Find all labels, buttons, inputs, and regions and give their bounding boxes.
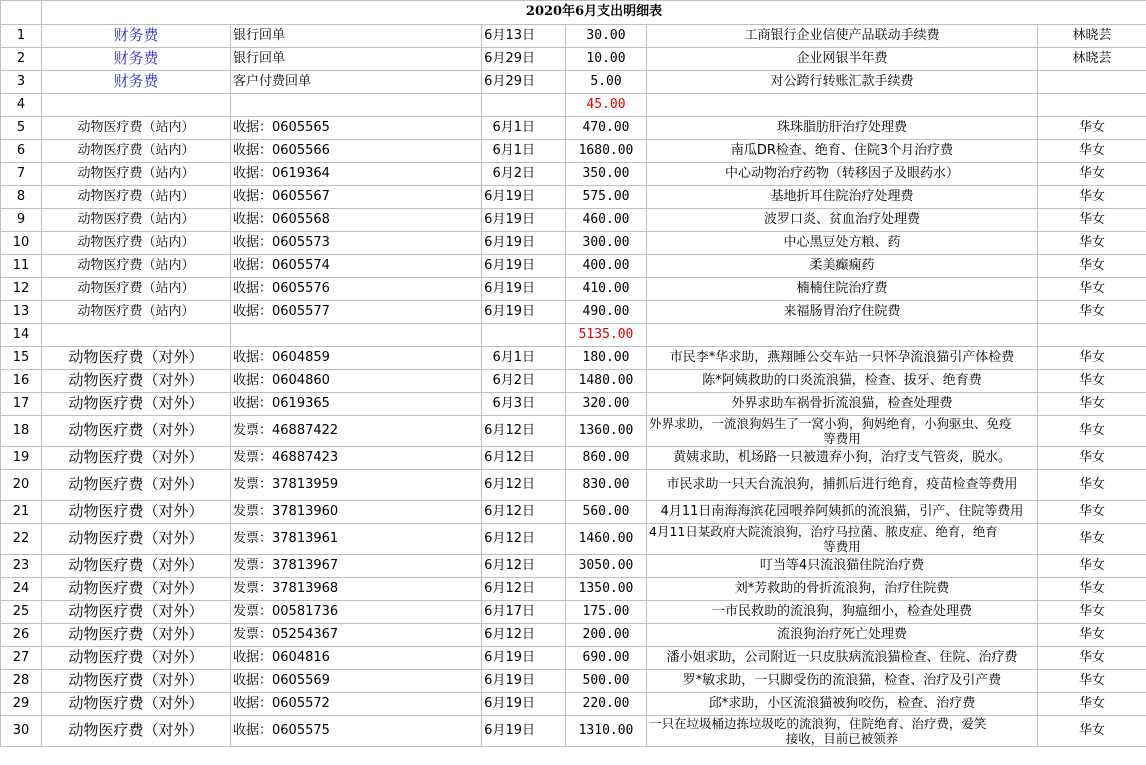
receipt-cell[interactable]: 发票：46887422 bbox=[231, 416, 482, 447]
amount-cell[interactable]: 500.00 bbox=[566, 670, 647, 693]
handler-cell[interactable]: 华女 bbox=[1038, 209, 1146, 232]
category-cell[interactable]: 动物医疗费（对外） bbox=[42, 416, 231, 447]
handler-cell[interactable] bbox=[1038, 324, 1146, 347]
category-cell[interactable]: 动物医疗费（对外） bbox=[42, 670, 231, 693]
handler-cell[interactable]: 华女 bbox=[1038, 278, 1146, 301]
row-number[interactable]: 4 bbox=[1, 94, 42, 117]
table-row bbox=[1, 716, 1146, 747]
description-cell[interactable]: 一市民救助的流浪狗，狗瘟细小，检查处理费 bbox=[647, 601, 1038, 624]
handler-cell[interactable]: 华女 bbox=[1038, 447, 1146, 470]
handler-cell[interactable]: 华女 bbox=[1038, 140, 1146, 163]
amount-cell[interactable]: 460.00 bbox=[566, 209, 647, 232]
description-cell[interactable] bbox=[647, 94, 1038, 117]
handler-cell[interactable]: 华女 bbox=[1038, 716, 1146, 747]
date-cell[interactable]: 6月19日 bbox=[482, 209, 566, 232]
date-cell[interactable]: 6月12日 bbox=[482, 624, 566, 647]
table-row bbox=[1, 601, 1146, 624]
receipt-cell[interactable]: 银行回单 bbox=[231, 48, 482, 71]
row-number[interactable]: 2 bbox=[1, 48, 42, 71]
table-row bbox=[1, 301, 1146, 324]
table-row bbox=[1, 370, 1146, 393]
handler-cell[interactable]: 华女 bbox=[1038, 117, 1146, 140]
handler-cell[interactable]: 林晓芸 bbox=[1038, 25, 1146, 48]
table-row bbox=[1, 232, 1146, 255]
receipt-cell[interactable]: 收据：0604816 bbox=[231, 647, 482, 670]
receipt-cell[interactable]: 发票：37813961 bbox=[231, 524, 482, 555]
amount-cell[interactable]: 400.00 bbox=[566, 255, 647, 278]
category-cell[interactable]: 动物医疗费（对外） bbox=[42, 624, 231, 647]
handler-cell[interactable]: 华女 bbox=[1038, 670, 1146, 693]
date-cell[interactable]: 6月12日 bbox=[482, 470, 566, 501]
description-line-1: 4月11日某政府大院流浪狗，治疗马拉菌、脓皮症、绝育，绝育 bbox=[649, 524, 998, 539]
description-cell[interactable]: 对公跨行转账汇款手续费 bbox=[647, 71, 1038, 94]
table-row bbox=[1, 416, 1146, 447]
receipt-cell[interactable]: 发票：37813959 bbox=[231, 470, 482, 501]
category-cell[interactable]: 动物医疗费（站内） bbox=[42, 209, 231, 232]
date-cell[interactable]: 6月12日 bbox=[482, 447, 566, 470]
handler-cell[interactable]: 华女 bbox=[1038, 347, 1146, 370]
description-cell[interactable]: 市民求助一只天台流浪狗，捕抓后进行绝育，疫苗检查等费用 bbox=[647, 470, 1038, 501]
date-cell[interactable]: 6月19日 bbox=[482, 232, 566, 255]
row-number[interactable]: 13 bbox=[1, 301, 42, 324]
description-cell[interactable]: 刘*芳救助的骨折流浪狗，治疗住院费 bbox=[647, 578, 1038, 601]
table-row bbox=[1, 693, 1146, 716]
date-cell[interactable]: 6月12日 bbox=[482, 578, 566, 601]
category-cell[interactable]: 动物医疗费（站内） bbox=[42, 278, 231, 301]
date-cell[interactable]: 6月12日 bbox=[482, 501, 566, 524]
row-number[interactable]: 1 bbox=[1, 25, 42, 48]
table-row bbox=[1, 624, 1146, 647]
row-number[interactable]: 16 bbox=[1, 370, 42, 393]
amount-cell[interactable]: 350.00 bbox=[566, 163, 647, 186]
date-cell[interactable]: 6月2日 bbox=[482, 370, 566, 393]
category-cell[interactable]: 动物医疗费（对外） bbox=[42, 601, 231, 624]
handler-cell[interactable]: 华女 bbox=[1038, 163, 1146, 186]
amount-cell[interactable]: 220.00 bbox=[566, 693, 647, 716]
subtotal-row bbox=[1, 324, 1146, 347]
amount-cell[interactable]: 1460.00 bbox=[566, 524, 647, 555]
date-cell[interactable]: 6月19日 bbox=[482, 716, 566, 747]
handler-cell[interactable]: 华女 bbox=[1038, 416, 1146, 447]
amount-cell[interactable]: 410.00 bbox=[566, 278, 647, 301]
table-row bbox=[1, 209, 1146, 232]
amount-cell[interactable]: 575.00 bbox=[566, 186, 647, 209]
row-number[interactable]: 17 bbox=[1, 393, 42, 416]
subtotal-row bbox=[1, 94, 1146, 117]
amount-cell[interactable]: 1350.00 bbox=[566, 578, 647, 601]
amount-cell[interactable]: 300.00 bbox=[566, 232, 647, 255]
table-row bbox=[1, 255, 1146, 278]
row-number[interactable]: 25 bbox=[1, 601, 42, 624]
description-cell[interactable]: 陈*阿姨救助的口炎流浪猫，检查、拔牙、绝育费 bbox=[647, 370, 1038, 393]
row-number[interactable]: 8 bbox=[1, 186, 42, 209]
receipt-cell[interactable]: 发票：37813968 bbox=[231, 578, 482, 601]
table-row bbox=[1, 71, 1146, 94]
description-cell[interactable] bbox=[647, 524, 1038, 555]
receipt-cell[interactable]: 收据：0604860 bbox=[231, 370, 482, 393]
description-cell[interactable] bbox=[647, 324, 1038, 347]
row-number[interactable]: 5 bbox=[1, 117, 42, 140]
category-cell[interactable]: 动物医疗费（对外） bbox=[42, 555, 231, 578]
row-number[interactable]: 26 bbox=[1, 624, 42, 647]
category-cell[interactable] bbox=[42, 94, 231, 117]
description-line-2: 等费用 bbox=[823, 539, 861, 554]
category-cell[interactable]: 动物医疗费（对外） bbox=[42, 524, 231, 555]
description-cell[interactable]: 珠珠脂肪肝治疗处理费 bbox=[647, 117, 1038, 140]
description-cell[interactable]: 市民李*华求助，燕翔睡公交车站一只怀孕流浪猫引产体检费 bbox=[647, 347, 1038, 370]
row-number[interactable]: 12 bbox=[1, 278, 42, 301]
amount-cell[interactable]: 3050.00 bbox=[566, 555, 647, 578]
corner-cell[interactable] bbox=[1, 1, 42, 25]
amount-cell[interactable]: 1360.00 bbox=[566, 416, 647, 447]
receipt-cell[interactable] bbox=[231, 324, 482, 347]
handler-cell[interactable]: 华女 bbox=[1038, 501, 1146, 524]
amount-cell[interactable]: 200.00 bbox=[566, 624, 647, 647]
row-number[interactable]: 7 bbox=[1, 163, 42, 186]
amount-cell[interactable]: 10.00 bbox=[566, 48, 647, 71]
receipt-cell[interactable]: 收据：0605573 bbox=[231, 232, 482, 255]
receipt-cell[interactable]: 发票：46887423 bbox=[231, 447, 482, 470]
subtotal-amount[interactable]: 45.00 bbox=[566, 94, 647, 117]
category-cell[interactable]: 动物医疗费（对外） bbox=[42, 501, 231, 524]
category-cell[interactable]: 动物医疗费（对外） bbox=[42, 370, 231, 393]
table-row bbox=[1, 555, 1146, 578]
handler-cell[interactable]: 华女 bbox=[1038, 601, 1146, 624]
description-cell[interactable]: 来福肠胃治疗住院费 bbox=[647, 301, 1038, 324]
receipt-cell[interactable]: 发票：05254367 bbox=[231, 624, 482, 647]
row-number[interactable]: 29 bbox=[1, 693, 42, 716]
description-cell[interactable]: 4月11日南海海滨花园喂养阿姨抓的流浪猫，引产、住院等费用 bbox=[647, 501, 1038, 524]
category-cell[interactable]: 动物医疗费（对外） bbox=[42, 470, 231, 501]
date-cell[interactable]: 6月29日 bbox=[482, 48, 566, 71]
category-cell[interactable]: 动物医疗费（站内） bbox=[42, 301, 231, 324]
receipt-cell[interactable]: 银行回单 bbox=[231, 25, 482, 48]
table-row bbox=[1, 186, 1146, 209]
row-number[interactable]: 14 bbox=[1, 324, 42, 347]
table-row bbox=[1, 447, 1146, 470]
handler-cell[interactable]: 华女 bbox=[1038, 255, 1146, 278]
category-cell[interactable]: 财务费 bbox=[42, 71, 231, 94]
title-row bbox=[1, 1, 1146, 25]
amount-cell[interactable]: 860.00 bbox=[566, 447, 647, 470]
description-cell[interactable]: 黄姨求助，机场路一只被遗弃小狗，治疗支气管炎，脱水。 bbox=[647, 447, 1038, 470]
amount-cell[interactable]: 320.00 bbox=[566, 393, 647, 416]
date-cell[interactable]: 6月1日 bbox=[482, 140, 566, 163]
receipt-cell[interactable]: 收据：0605567 bbox=[231, 186, 482, 209]
amount-cell[interactable]: 1310.00 bbox=[566, 716, 647, 747]
row-number[interactable]: 27 bbox=[1, 647, 42, 670]
receipt-cell[interactable]: 收据：0605575 bbox=[231, 716, 482, 747]
table-row bbox=[1, 393, 1146, 416]
description-cell[interactable]: 基地折耳住院治疗处理费 bbox=[647, 186, 1038, 209]
receipt-cell[interactable]: 发票：37813967 bbox=[231, 555, 482, 578]
row-number[interactable]: 30 bbox=[1, 716, 42, 747]
receipt-cell[interactable]: 收据：0605577 bbox=[231, 301, 482, 324]
table-row bbox=[1, 347, 1146, 370]
row-number[interactable]: 3 bbox=[1, 71, 42, 94]
amount-cell[interactable]: 1680.00 bbox=[566, 140, 647, 163]
handler-cell[interactable]: 华女 bbox=[1038, 186, 1146, 209]
description-cell[interactable]: 工商银行企业信使产品联动手续费 bbox=[647, 25, 1038, 48]
table-row bbox=[1, 48, 1146, 71]
description-cell[interactable]: 邱*求助，小区流浪猫被狗咬伤，检查、治疗费 bbox=[647, 693, 1038, 716]
amount-cell[interactable]: 470.00 bbox=[566, 117, 647, 140]
handler-cell[interactable]: 华女 bbox=[1038, 693, 1146, 716]
row-number[interactable]: 19 bbox=[1, 447, 42, 470]
table-row bbox=[1, 524, 1146, 555]
table-row bbox=[1, 647, 1146, 670]
table-row bbox=[1, 470, 1146, 501]
receipt-cell[interactable]: 收据：0619365 bbox=[231, 393, 482, 416]
receipt-cell[interactable]: 收据：0605566 bbox=[231, 140, 482, 163]
handler-cell[interactable]: 林晓芸 bbox=[1038, 48, 1146, 71]
date-cell[interactable]: 6月12日 bbox=[482, 555, 566, 578]
description-cell[interactable]: 波罗口炎、贫血治疗处理费 bbox=[647, 209, 1038, 232]
category-cell[interactable]: 动物医疗费（站内） bbox=[42, 117, 231, 140]
table-row bbox=[1, 578, 1146, 601]
receipt-cell[interactable]: 收据：0605569 bbox=[231, 670, 482, 693]
category-cell[interactable]: 财务费 bbox=[42, 25, 231, 48]
sheet-title[interactable]: 2020年6月支出明细表 bbox=[42, 1, 1146, 25]
category-cell[interactable]: 动物医疗费（站内） bbox=[42, 163, 231, 186]
category-cell[interactable]: 动物医疗费（站内） bbox=[42, 255, 231, 278]
date-cell[interactable]: 6月19日 bbox=[482, 278, 566, 301]
description-line-2: 等费用 bbox=[823, 431, 861, 446]
handler-cell[interactable] bbox=[1038, 71, 1146, 94]
row-number[interactable]: 20 bbox=[1, 470, 42, 501]
category-cell[interactable]: 动物医疗费（站内） bbox=[42, 232, 231, 255]
receipt-cell[interactable]: 收据：0619364 bbox=[231, 163, 482, 186]
row-number[interactable]: 11 bbox=[1, 255, 42, 278]
description-cell[interactable]: 中心动物治疗药物（转移因子及眼药水） bbox=[647, 163, 1038, 186]
table-row bbox=[1, 670, 1146, 693]
date-cell[interactable]: 6月19日 bbox=[482, 301, 566, 324]
receipt-cell[interactable]: 收据：0605565 bbox=[231, 117, 482, 140]
amount-cell[interactable]: 180.00 bbox=[566, 347, 647, 370]
row-number[interactable]: 6 bbox=[1, 140, 42, 163]
receipt-cell[interactable]: 收据：0604859 bbox=[231, 347, 482, 370]
table-row bbox=[1, 140, 1146, 163]
row-number[interactable]: 10 bbox=[1, 232, 42, 255]
description-line-2: 接收，目前已被领养 bbox=[785, 731, 899, 746]
row-number[interactable]: 28 bbox=[1, 670, 42, 693]
row-number[interactable]: 21 bbox=[1, 501, 42, 524]
handler-cell[interactable]: 华女 bbox=[1038, 524, 1146, 555]
table-row bbox=[1, 501, 1146, 524]
subtotal-amount[interactable]: 5135.00 bbox=[566, 324, 647, 347]
date-cell[interactable]: 6月12日 bbox=[482, 416, 566, 447]
date-cell[interactable]: 6月19日 bbox=[482, 647, 566, 670]
table-row bbox=[1, 163, 1146, 186]
date-cell[interactable]: 6月29日 bbox=[482, 71, 566, 94]
receipt-cell[interactable]: 收据：0605574 bbox=[231, 255, 482, 278]
handler-cell[interactable]: 华女 bbox=[1038, 301, 1146, 324]
date-cell[interactable]: 6月19日 bbox=[482, 186, 566, 209]
category-cell[interactable]: 动物医疗费（站内） bbox=[42, 140, 231, 163]
handler-cell[interactable]: 华女 bbox=[1038, 624, 1146, 647]
date-cell[interactable]: 6月17日 bbox=[482, 601, 566, 624]
receipt-cell[interactable]: 发票：00581736 bbox=[231, 601, 482, 624]
category-cell[interactable]: 动物医疗费（对外） bbox=[42, 447, 231, 470]
row-number[interactable]: 22 bbox=[1, 524, 42, 555]
handler-cell[interactable]: 华女 bbox=[1038, 470, 1146, 501]
date-cell[interactable]: 6月12日 bbox=[482, 524, 566, 555]
amount-cell[interactable]: 490.00 bbox=[566, 301, 647, 324]
receipt-cell[interactable]: 收据：0605572 bbox=[231, 693, 482, 716]
category-cell[interactable]: 动物医疗费（对外） bbox=[42, 578, 231, 601]
date-cell[interactable]: 6月19日 bbox=[482, 255, 566, 278]
description-cell[interactable] bbox=[647, 416, 1038, 447]
row-number[interactable]: 9 bbox=[1, 209, 42, 232]
description-cell[interactable]: 潘小姐求助，公司附近一只皮肤病流浪猫检查、住院、治疗费 bbox=[647, 647, 1038, 670]
category-cell[interactable]: 动物医疗费（对外） bbox=[42, 693, 231, 716]
date-cell[interactable]: 6月3日 bbox=[482, 393, 566, 416]
date-cell[interactable]: 6月13日 bbox=[482, 25, 566, 48]
amount-cell[interactable]: 560.00 bbox=[566, 501, 647, 524]
description-cell[interactable]: 柔美癫痫药 bbox=[647, 255, 1038, 278]
receipt-cell[interactable]: 客户付费回单 bbox=[231, 71, 482, 94]
category-cell[interactable]: 动物医疗费（对外） bbox=[42, 393, 231, 416]
amount-cell[interactable]: 830.00 bbox=[566, 470, 647, 501]
table-row bbox=[1, 278, 1146, 301]
description-cell[interactable] bbox=[647, 716, 1038, 747]
category-cell[interactable]: 动物医疗费（对外） bbox=[42, 716, 231, 747]
date-cell[interactable]: 6月1日 bbox=[482, 347, 566, 370]
row-number[interactable]: 15 bbox=[1, 347, 42, 370]
description-cell[interactable]: 叮当等4只流浪猫住院治疗费 bbox=[647, 555, 1038, 578]
description-cell[interactable]: 外界求助车祸骨折流浪猫，检查处理费 bbox=[647, 393, 1038, 416]
description-cell[interactable]: 流浪狗治疗死亡处理费 bbox=[647, 624, 1038, 647]
description-cell[interactable]: 中心黑豆处方粮、药 bbox=[647, 232, 1038, 255]
date-cell[interactable]: 6月1日 bbox=[482, 117, 566, 140]
receipt-cell[interactable] bbox=[231, 94, 482, 117]
description-cell[interactable]: 企业网银半年费 bbox=[647, 48, 1038, 71]
table-row bbox=[1, 25, 1146, 48]
receipt-cell[interactable]: 发票：37813960 bbox=[231, 501, 482, 524]
row-number[interactable]: 24 bbox=[1, 578, 42, 601]
amount-cell[interactable]: 5.00 bbox=[566, 71, 647, 94]
handler-cell[interactable]: 华女 bbox=[1038, 393, 1146, 416]
description-line-1: 外界求助，一流浪狗妈生了一窝小狗，狗妈绝育，小狗驱虫、免疫 bbox=[649, 416, 1012, 431]
date-cell[interactable]: 6月19日 bbox=[482, 693, 566, 716]
category-cell[interactable]: 财务费 bbox=[42, 48, 231, 71]
category-cell[interactable]: 动物医疗费（站内） bbox=[42, 186, 231, 209]
category-cell[interactable]: 动物医疗费（对外） bbox=[42, 347, 231, 370]
handler-cell[interactable]: 华女 bbox=[1038, 555, 1146, 578]
handler-cell[interactable]: 华女 bbox=[1038, 578, 1146, 601]
date-cell[interactable] bbox=[482, 94, 566, 117]
date-cell[interactable]: 6月19日 bbox=[482, 670, 566, 693]
description-cell[interactable]: 楠楠住院治疗费 bbox=[647, 278, 1038, 301]
row-number[interactable]: 18 bbox=[1, 416, 42, 447]
category-cell[interactable]: 动物医疗费（对外） bbox=[42, 647, 231, 670]
row-number[interactable]: 23 bbox=[1, 555, 42, 578]
handler-cell[interactable]: 华女 bbox=[1038, 232, 1146, 255]
description-cell[interactable]: 南瓜DR检查、绝育、住院3个月治疗费 bbox=[647, 140, 1038, 163]
receipt-cell[interactable]: 收据：0605568 bbox=[231, 209, 482, 232]
date-cell[interactable]: 6月2日 bbox=[482, 163, 566, 186]
handler-cell[interactable]: 华女 bbox=[1038, 370, 1146, 393]
receipt-cell[interactable]: 收据：0605576 bbox=[231, 278, 482, 301]
handler-cell[interactable]: 华女 bbox=[1038, 647, 1146, 670]
table-row bbox=[1, 117, 1146, 140]
date-cell[interactable] bbox=[482, 324, 566, 347]
handler-cell[interactable] bbox=[1038, 94, 1146, 117]
category-cell[interactable] bbox=[42, 324, 231, 347]
description-line-1: 一只在垃圾桶边拣垃圾吃的流浪狗，住院绝育、治疗费，爱笑 bbox=[649, 716, 987, 731]
amount-cell[interactable]: 175.00 bbox=[566, 601, 647, 624]
amount-cell[interactable]: 690.00 bbox=[566, 647, 647, 670]
amount-cell[interactable]: 1480.00 bbox=[566, 370, 647, 393]
description-cell[interactable]: 罗*敏求助，一只脚受伤的流浪猫，检查、治疗及引产费 bbox=[647, 670, 1038, 693]
amount-cell[interactable]: 30.00 bbox=[566, 25, 647, 48]
